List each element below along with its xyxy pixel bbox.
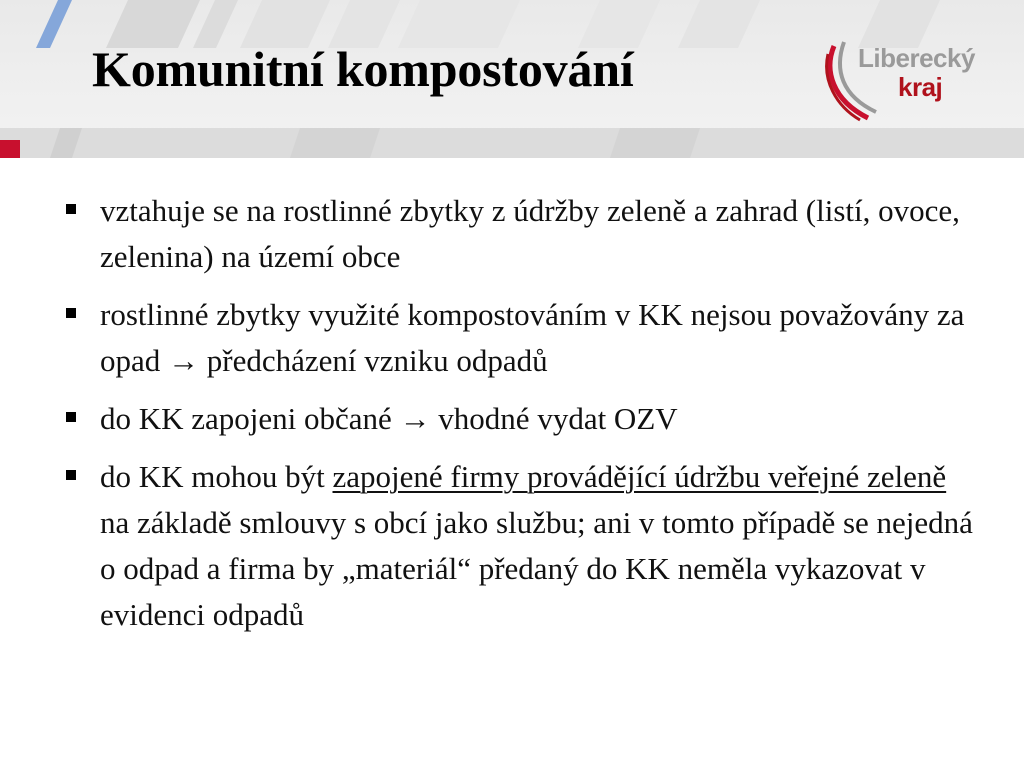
bullet-text: do KK mohou být (100, 459, 333, 494)
list-item (62, 292, 982, 384)
list-item (62, 396, 982, 442)
bullet-square-icon (66, 308, 76, 318)
logo-text-line2: kraj (898, 72, 943, 102)
bullet-list (62, 188, 982, 650)
slide-title: Komunitní kompostování (92, 41, 634, 97)
bullet-square-icon (66, 412, 76, 422)
bullet-text: vztahuje se na rostlinné zbytky z údržby zeleně a zahrad (listí, ovoce, zelenina) na území obce (100, 193, 960, 274)
list-item (62, 454, 982, 638)
logo-text-line1: Liberecký (858, 43, 975, 73)
bullet-square-icon (66, 470, 76, 480)
underlined-text: zapojené firmy provádějící údržbu veřejné zeleně (332, 459, 947, 494)
bullet-text: rostlinné zbytky využité kompostováním v KK nejsou považovány za opad → předcházení vzniku odpadů (100, 297, 965, 378)
bullet-square-icon (66, 204, 76, 214)
bullet-text: na základě smlouvy s obcí jako službu; ani v tomto případě se nejedná o odpad a firma by „materiál“ předaný do KK neměla vykazovat v evidenci odpadů (100, 505, 973, 632)
liberecky-kraj-logo (824, 40, 994, 122)
list-item (62, 188, 982, 280)
bullet-text: do KK zapojeni občané → vhodné vydat OZV (100, 401, 678, 436)
